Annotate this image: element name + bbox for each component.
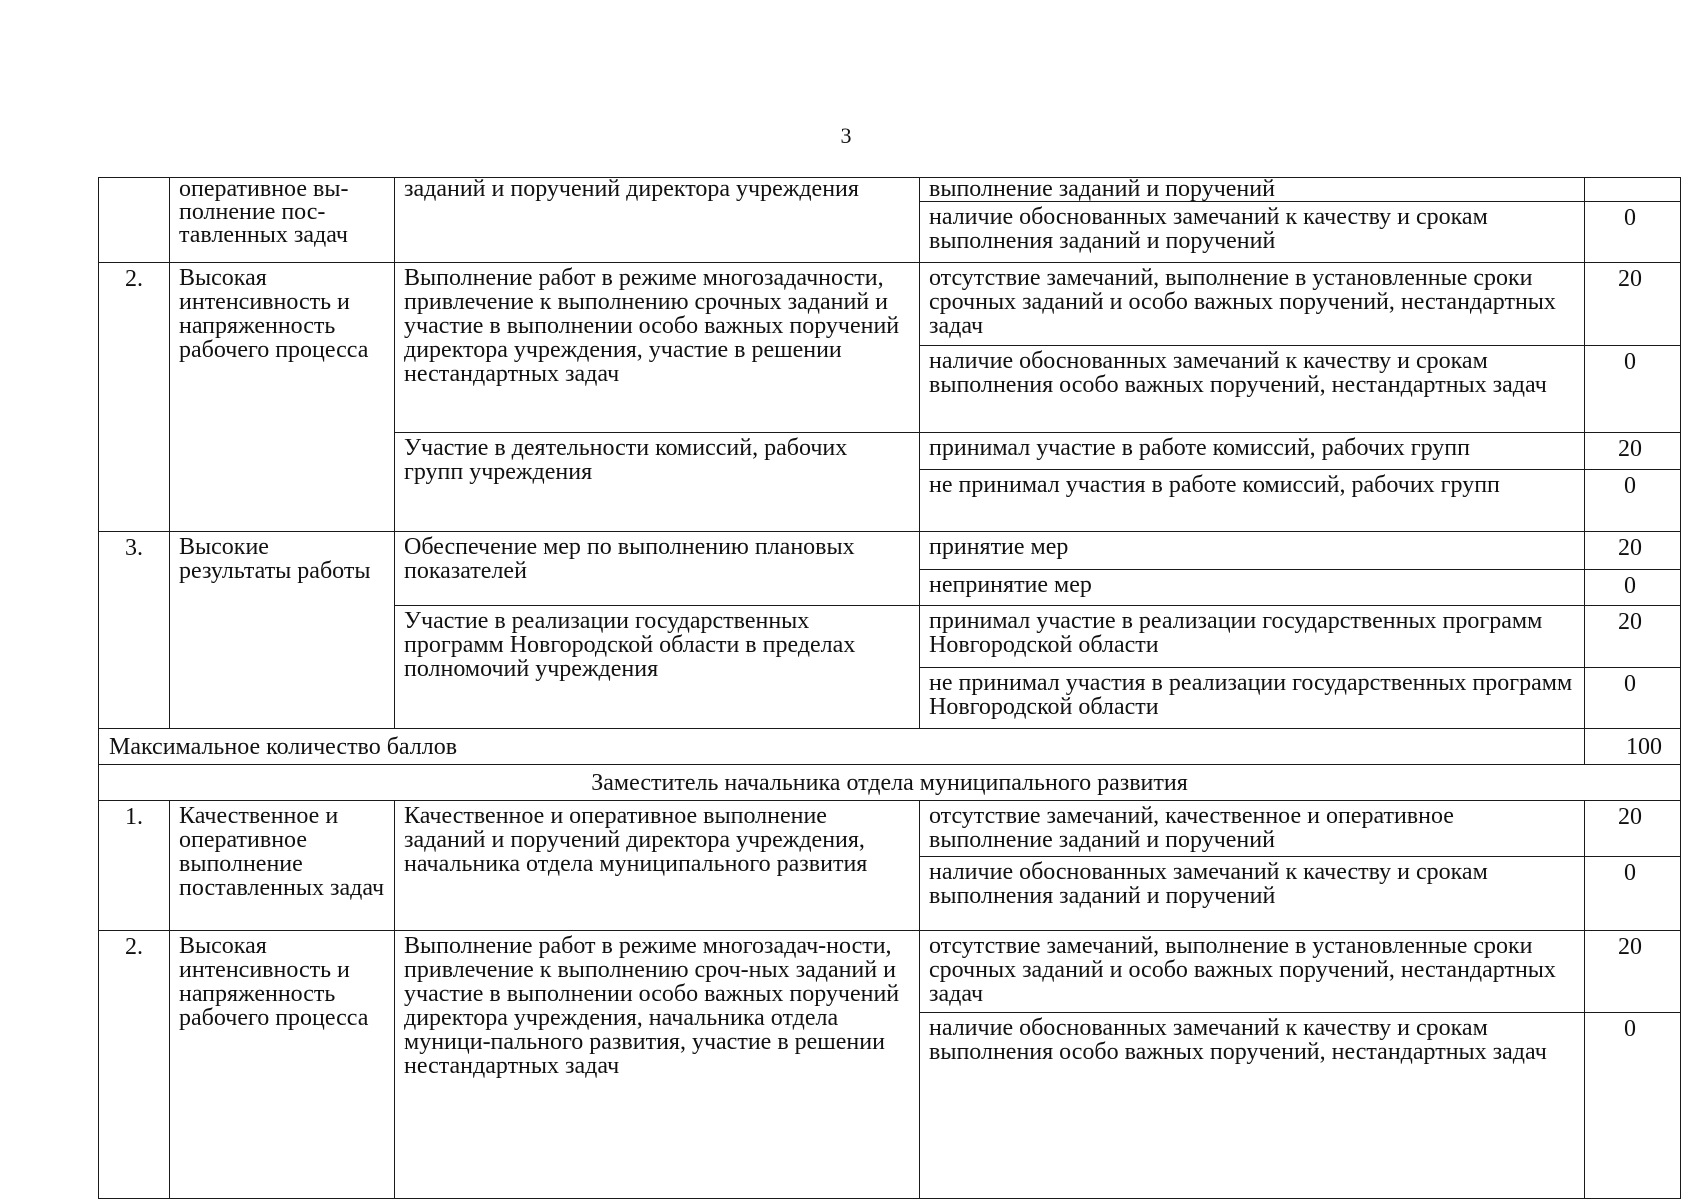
points-cell: 0 [1585, 857, 1681, 931]
page-number: 3 [840, 123, 852, 148]
indicator-cell: Участие в деятельности комиссий, рабочих групп учреждения [395, 433, 920, 532]
points-cell: 0 [1585, 470, 1681, 532]
points-cell: 20 [1585, 606, 1681, 668]
indicator-cell: заданий и поручений директора учреждения [395, 178, 920, 263]
points-cell: 20 [1585, 931, 1681, 1013]
criterion-cell: Качественное и оперативное выполнение поставленных задач [170, 801, 395, 931]
condition-cell: наличие обоснованных замечаний к качеству и срокам выполнения заданий и поручений [920, 202, 1585, 263]
condition-cell: отсутствие замечаний, качественное и оперативное выполнение заданий и поручений [920, 801, 1585, 857]
criterion-cell: оперативное вы-полнение пос-тавленных задач [170, 178, 395, 263]
points-cell: 0 [1585, 346, 1681, 433]
points-cell: 0 [1585, 202, 1681, 263]
condition-cell: наличие обоснованных замечаний к качеству и срокам выполнения особо важных поручений, нестандартных задач [920, 346, 1585, 433]
indicator-cell: Выполнение работ в режиме многозадач-ности, привлечение к выполнению сроч-ных заданий и участие в выполнении особо важных поручений директора учреждения, начальника отдела муници-пального развития, участие в решении нестандартных задач [395, 931, 920, 1199]
condition-cell: отсутствие замечаний, выполнение в установленные сроки срочных заданий и особо важных поручений, нестандартных задач [920, 263, 1585, 346]
condition-cell: непринятие мер [920, 570, 1585, 606]
number-cell: 2. [99, 931, 170, 1199]
number-cell: 1. [99, 801, 170, 931]
table-row [99, 178, 1681, 202]
max-points-value: 100 [1585, 729, 1681, 765]
condition-cell: выполнение заданий и поручений [920, 178, 1585, 202]
number-cell: 2. [99, 263, 170, 532]
max-points-label: Максимальное количество баллов [99, 729, 1585, 765]
points-cell [1585, 178, 1681, 202]
condition-cell: не принимал участия в работе комиссий, рабочих групп [920, 470, 1585, 532]
points-cell: 20 [1585, 801, 1681, 857]
max-points-row [99, 729, 1681, 765]
points-cell: 0 [1585, 1013, 1681, 1199]
points-cell: 0 [1585, 668, 1681, 729]
points-cell: 20 [1585, 433, 1681, 470]
evaluation-criteria-table [98, 177, 1680, 1199]
section-title: Заместитель начальника отдела муниципального развития [99, 765, 1681, 801]
number-cell: 3. [99, 532, 170, 729]
condition-cell: не принимал участия в реализации государственных программ Новгородской области [920, 668, 1585, 729]
table-row [99, 532, 1681, 570]
condition-cell: принятие мер [920, 532, 1585, 570]
criterion-cell: Высокая интенсивность и напряженность рабочего процесса [170, 263, 395, 532]
table-row [99, 801, 1681, 857]
indicator-cell: Выполнение работ в режиме многозадачности, привлечение к выполнению срочных заданий и участие в выполнении особо важных поручений директора учреждения, участие в решении нестандартных задач [395, 263, 920, 433]
table-row [99, 931, 1681, 1013]
number-cell [99, 178, 170, 263]
indicator-cell: Качественное и оперативное выполнение заданий и поручений директора учреждения, начальника отдела муниципального развития [395, 801, 920, 931]
indicator-cell: Участие в реализации государственных программ Новгородской области в пределах полномочий учреждения [395, 606, 920, 729]
table-row [99, 263, 1681, 346]
points-cell: 20 [1585, 263, 1681, 346]
condition-cell: принимал участие в реализации государственных программ Новгородской области [920, 606, 1585, 668]
points-cell: 20 [1585, 532, 1681, 570]
condition-cell: принимал участие в работе комиссий, рабочих групп [920, 433, 1585, 470]
condition-cell: наличие обоснованных замечаний к качеству и срокам выполнения особо важных поручений, нестандартных задач [920, 1013, 1585, 1199]
indicator-cell: Обеспечение мер по выполнению плановых показателей [395, 532, 920, 606]
condition-cell: отсутствие замечаний, выполнение в установленные сроки срочных заданий и особо важных поручений, нестандартных задач [920, 931, 1585, 1013]
section-title-row [99, 765, 1681, 801]
points-cell: 0 [1585, 570, 1681, 606]
condition-cell: наличие обоснованных замечаний к качеству и срокам выполнения заданий и поручений [920, 857, 1585, 931]
criterion-cell: Высокие результаты работы [170, 532, 395, 729]
criterion-cell: Высокая интенсивность и напряженность рабочего процесса [170, 931, 395, 1199]
